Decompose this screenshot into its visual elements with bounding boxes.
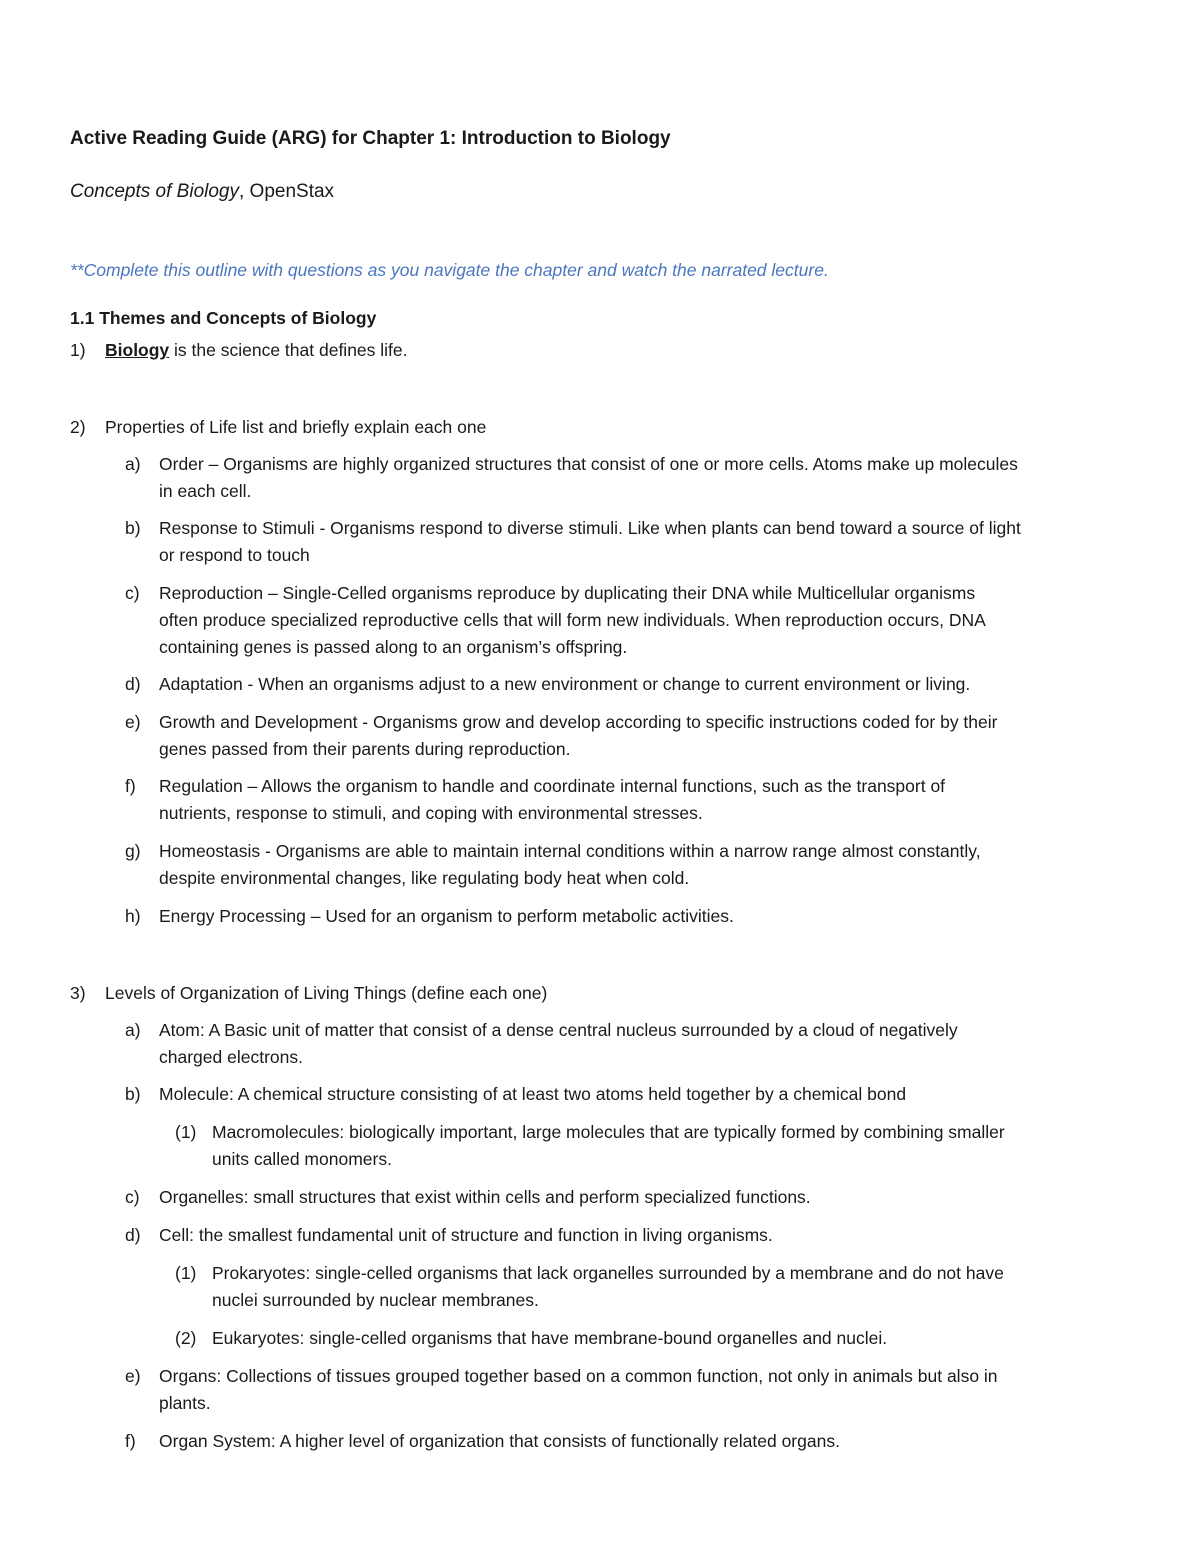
property-item-text-line: nutrients, response to stimuli, and coping with environmental stresses. (159, 803, 703, 823)
level-item-text-line: Eukaryotes: single-celled organisms that have membrane-bound organelles and nuclei. (212, 1328, 888, 1348)
level-item-label: (1) (175, 1122, 197, 1142)
property-item-label: e) (125, 712, 141, 732)
property-item-text-line: despite environmental changes, like regulating body heat when cold. (159, 868, 690, 888)
level-item-text-line: Organ System: A higher level of organization that consists of functionally related organs. (159, 1431, 840, 1451)
level-item-label: (2) (175, 1328, 197, 1348)
level-item-text-line: Molecule: A chemical structure consisting of at least two atoms held together by a chemical bond (159, 1084, 907, 1104)
level-item-text-line: Prokaryotes: single-celled organisms that lack organelles surrounded by a membrane and do not have (212, 1263, 1004, 1283)
property-item-text-line: Order – Organisms are highly organized structures that consist of one or more cells. Atoms make up molecules (159, 454, 1018, 474)
level-item-text-line: Atom: A Basic unit of matter that consist of a dense central nucleus surrounded by a cloud of negatively (159, 1020, 958, 1040)
property-item-text-line: Energy Processing – Used for an organism to perform metabolic activities. (159, 906, 734, 926)
level-item-label: b) (125, 1084, 141, 1104)
q3-number: 3) (70, 983, 86, 1003)
level-item-text-line: plants. (159, 1393, 211, 1413)
level-item-label: f) (125, 1431, 136, 1451)
book-title: Concepts of Biology (70, 181, 239, 202)
q2-number: 2) (70, 417, 86, 437)
property-item-text-line: genes passed from their parents during reproduction. (159, 739, 571, 759)
property-item-label: d) (125, 674, 141, 694)
level-item-text-line: nuclei surrounded by nuclear membranes. (212, 1290, 539, 1310)
property-item-text-line: often produce specialized reproductive cells that will form new individuals. When reproduction occurs, DNA (159, 610, 986, 630)
document-title: Active Reading Guide (ARG) for Chapter 1: Introduction to Biology (70, 128, 671, 149)
section-heading: 1.1 Themes and Concepts of Biology (70, 308, 377, 328)
property-item-label: a) (125, 454, 141, 474)
level-item-text-line: charged electrons. (159, 1047, 303, 1067)
property-item-text-line: Response to Stimuli - Organisms respond to diverse stimuli. Like when plants can bend toward a source of light (159, 518, 1021, 538)
instruction-note: **Complete this outline with questions as you navigate the chapter and watch the narrated lecture. (70, 260, 829, 280)
level-item-text-line: Macromolecules: biologically important, large molecules that are typically formed by combining smaller (212, 1122, 1005, 1142)
level-item-label: d) (125, 1225, 141, 1245)
level-item-label: a) (125, 1020, 141, 1040)
level-item-text-line: Organs: Collections of tissues grouped together based on a common function, not only in animals but also in (159, 1366, 998, 1386)
level-item-label: (1) (175, 1263, 197, 1283)
level-item-text-line: Cell: the smallest fundamental unit of structure and function in living organisms. (159, 1225, 773, 1245)
property-item-label: g) (125, 841, 141, 861)
property-item-text-line: Regulation – Allows the organism to handle and coordinate internal functions, such as the transport of (159, 776, 946, 796)
publisher: , OpenStax (239, 181, 335, 202)
level-item-label: c) (125, 1187, 140, 1207)
property-item-label: f) (125, 776, 136, 796)
property-item-text-line: Homeostasis - Organisms are able to maintain internal conditions within a narrow range almost constantly, (159, 841, 981, 861)
property-item-text-line: or respond to touch (159, 545, 310, 565)
document-subtitle (70, 179, 334, 205)
q1-text (105, 337, 408, 363)
q1-rest: is the science that defines life. (169, 340, 408, 360)
q3-text: Levels of Organization of Living Things (define each one) (105, 983, 548, 1003)
property-item-text-line: containing genes is passed along to an organism’s offspring. (159, 637, 628, 657)
level-item-text-line: Organelles: small structures that exist within cells and perform specialized functions. (159, 1187, 811, 1207)
level-item-text-line: units called monomers. (212, 1149, 392, 1169)
property-item-label: b) (125, 518, 141, 538)
q1-number: 1) (70, 340, 86, 360)
level-item-label: e) (125, 1366, 141, 1386)
property-item-text-line: Growth and Development - Organisms grow and develop according to specific instructions coded for by their (159, 712, 998, 732)
property-item-text-line: in each cell. (159, 481, 252, 501)
q1-term: Biology (105, 340, 170, 360)
q2-text: Properties of Life list and briefly explain each one (105, 417, 487, 437)
property-item-label: h) (125, 906, 141, 926)
property-item-text-line: Adaptation - When an organisms adjust to a new environment or change to current environment or living. (159, 674, 971, 694)
property-item-label: c) (125, 583, 140, 603)
property-item-text-line: Reproduction – Single-Celled organisms reproduce by duplicating their DNA while Multicellular organisms (159, 583, 976, 603)
